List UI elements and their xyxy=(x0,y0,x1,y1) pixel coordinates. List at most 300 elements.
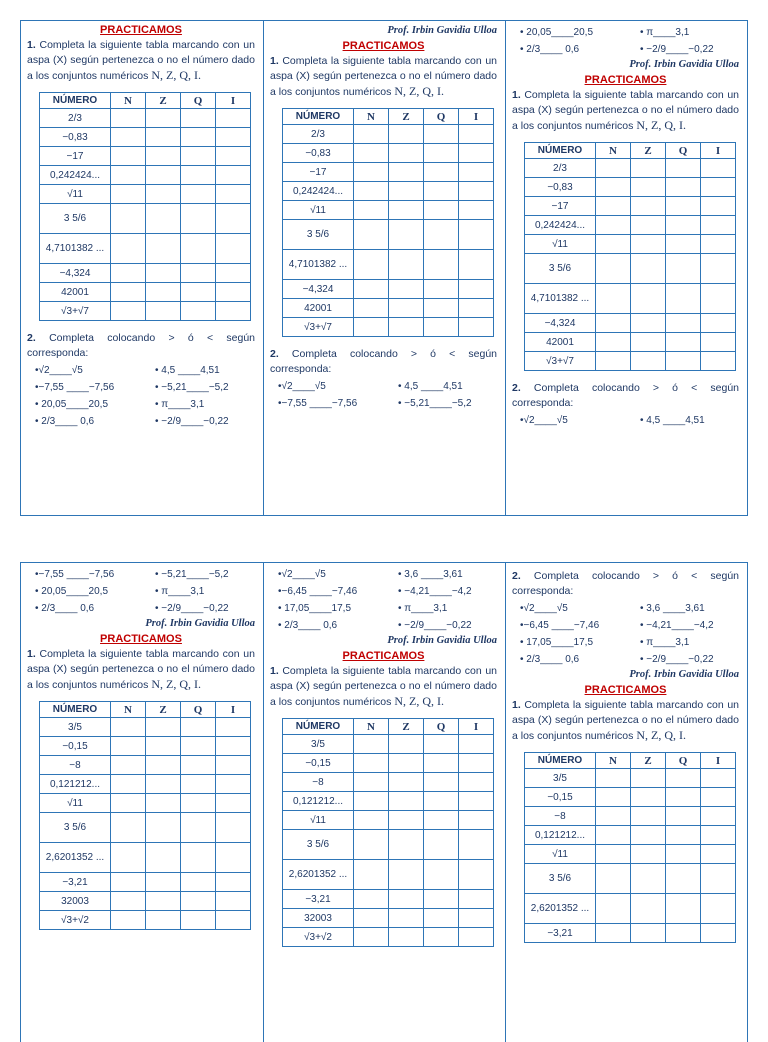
table-cell xyxy=(216,128,251,147)
comparison-list xyxy=(520,603,739,665)
table-cell: 3 5/6 xyxy=(525,254,596,284)
table-row xyxy=(525,197,736,216)
table-cell xyxy=(216,166,251,185)
table-cell xyxy=(701,254,736,284)
table-cell xyxy=(354,792,389,811)
comparison-item: •−7,55 ____−7,56 xyxy=(35,382,115,393)
table-cell xyxy=(631,807,666,826)
table-cell xyxy=(596,284,631,314)
table-cell xyxy=(631,845,666,864)
table-row xyxy=(283,909,494,928)
table-header-cell: NÚMERO xyxy=(283,719,354,735)
table-cell: 42001 xyxy=(40,283,111,302)
table-cell xyxy=(389,144,424,163)
table-cell xyxy=(389,299,424,318)
teacher-name: Prof. Irbin Gavidia Ulloa xyxy=(387,635,497,646)
table-cell xyxy=(631,235,666,254)
table-cell xyxy=(354,890,389,909)
table-cell xyxy=(424,811,459,830)
table-cell xyxy=(389,125,424,144)
table-cell xyxy=(631,284,666,314)
table-row xyxy=(283,250,494,280)
table-cell xyxy=(631,769,666,788)
table-cell xyxy=(631,894,666,924)
table-cell: −4,324 xyxy=(525,314,596,333)
table-header-cell: NÚMERO xyxy=(40,93,111,109)
table-cell xyxy=(701,284,736,314)
comparison-item: • 20,05____20,5 xyxy=(35,586,109,597)
table-cell xyxy=(146,794,181,813)
table-cell xyxy=(459,318,494,337)
table-cell xyxy=(459,792,494,811)
table-row xyxy=(525,924,736,943)
table-cell xyxy=(424,299,459,318)
comparison-list xyxy=(278,569,497,631)
table-cell xyxy=(181,166,216,185)
table-row xyxy=(40,843,251,873)
table-header-cell: I xyxy=(459,719,494,735)
table-row xyxy=(40,166,251,185)
table-cell: −0,15 xyxy=(525,788,596,807)
table-cell xyxy=(111,794,146,813)
table-cell: 3 5/6 xyxy=(525,864,596,894)
table-cell xyxy=(389,163,424,182)
table-cell xyxy=(111,775,146,794)
table-cell xyxy=(596,826,631,845)
table-cell xyxy=(666,254,701,284)
table-cell xyxy=(216,109,251,128)
table-cell: −0,15 xyxy=(283,754,354,773)
table-cell xyxy=(111,166,146,185)
table-cell: −8 xyxy=(525,807,596,826)
table-cell xyxy=(459,830,494,860)
comparison-item: • 4,5 ____4,51 xyxy=(155,365,220,376)
table-cell xyxy=(146,109,181,128)
table-cell xyxy=(424,860,459,890)
table-header-cell: Q xyxy=(666,143,701,159)
table-cell xyxy=(216,283,251,302)
table-cell xyxy=(181,718,216,737)
table-row xyxy=(40,873,251,892)
table-cell: 2/3 xyxy=(283,125,354,144)
table-cell xyxy=(146,185,181,204)
table-cell xyxy=(216,185,251,204)
table-cell xyxy=(424,909,459,928)
table-cell xyxy=(354,299,389,318)
table-cell: 2/3 xyxy=(525,159,596,178)
comparison-item: •−7,55 ____−7,56 xyxy=(35,569,115,580)
exercise-1-instructions: 1. Completa la siguiente tabla marcando con un aspa (X) según pertenezca o no el número dado a los conjuntos numéricos N, Z, Q, I. xyxy=(27,648,255,691)
table-cell xyxy=(459,811,494,830)
comparison-item: • 3,6 ____3,61 xyxy=(398,569,463,580)
table-cell xyxy=(424,182,459,201)
comparison-list xyxy=(35,365,255,427)
table-cell xyxy=(596,333,631,352)
table-cell xyxy=(631,826,666,845)
table-row xyxy=(40,234,251,264)
table-cell xyxy=(111,283,146,302)
table-header-cell: Z xyxy=(389,719,424,735)
comparison-item: • 17,05____17,5 xyxy=(278,603,352,614)
table-cell xyxy=(596,352,631,371)
table-cell xyxy=(354,860,389,890)
table-cell xyxy=(666,788,701,807)
table-cell xyxy=(216,873,251,892)
table-cell xyxy=(424,754,459,773)
table-cell xyxy=(459,754,494,773)
table-cell xyxy=(424,220,459,250)
table-cell xyxy=(216,264,251,283)
table-cell xyxy=(666,235,701,254)
table-cell xyxy=(181,147,216,166)
table-cell: 3 5/6 xyxy=(283,830,354,860)
table-cell xyxy=(424,735,459,754)
worksheet-column xyxy=(263,563,505,1042)
comparison-item: • π____3,1 xyxy=(155,586,205,597)
table-cell: −3,21 xyxy=(283,890,354,909)
table-cell xyxy=(666,352,701,371)
table-header-cell: Z xyxy=(146,93,181,109)
table-cell: −0,83 xyxy=(525,178,596,197)
table-cell xyxy=(459,890,494,909)
table-cell xyxy=(111,873,146,892)
table-cell xyxy=(216,794,251,813)
table-cell xyxy=(459,928,494,947)
table-cell xyxy=(459,220,494,250)
table-cell xyxy=(181,264,216,283)
table-cell xyxy=(596,235,631,254)
comparison-item: • π____3,1 xyxy=(640,637,690,648)
worksheet-column xyxy=(21,563,263,1042)
table-cell xyxy=(666,826,701,845)
table-cell xyxy=(596,769,631,788)
table-cell xyxy=(111,128,146,147)
table-header-cell: NÚMERO xyxy=(283,109,354,125)
table-cell: 0,242424... xyxy=(40,166,111,185)
table-cell xyxy=(666,845,701,864)
table-cell xyxy=(424,773,459,792)
table-header-cell: I xyxy=(216,702,251,718)
table-row xyxy=(40,264,251,283)
comparison-list xyxy=(520,415,739,426)
table-cell xyxy=(216,737,251,756)
table-cell: 42001 xyxy=(525,333,596,352)
table-cell xyxy=(181,892,216,911)
comparison-item: • −2/9____−0,22 xyxy=(640,654,714,665)
table-cell xyxy=(354,125,389,144)
table-cell: √3+√2 xyxy=(283,928,354,947)
table-row xyxy=(40,718,251,737)
table-cell xyxy=(146,737,181,756)
exercise-2-instructions: 2. Completa colocando > ó < según corresponda: xyxy=(270,348,497,375)
comparison-item: • 17,05____17,5 xyxy=(520,637,594,648)
table-cell xyxy=(216,775,251,794)
table-cell xyxy=(146,892,181,911)
table-header-cell: Z xyxy=(146,702,181,718)
comparison-item: • −5,21____−5,2 xyxy=(155,569,229,580)
table-cell xyxy=(459,299,494,318)
table-cell: 0,121212... xyxy=(40,775,111,794)
table-cell xyxy=(631,788,666,807)
table-header-cell: I xyxy=(701,143,736,159)
exercise-1-instructions: 1. Completa la siguiente tabla marcando con un aspa (X) según pertenezca o no el número dado a los conjuntos numéricos N, Z, Q, I. xyxy=(512,699,739,742)
table-cell xyxy=(631,159,666,178)
table-cell: 0,121212... xyxy=(525,826,596,845)
table-row xyxy=(525,333,736,352)
table-cell xyxy=(146,718,181,737)
table-cell: −3,21 xyxy=(525,924,596,943)
table-header-cell: Q xyxy=(181,702,216,718)
table-cell xyxy=(354,928,389,947)
table-cell xyxy=(181,873,216,892)
table-cell: 42001 xyxy=(283,299,354,318)
table-header-cell: Q xyxy=(424,109,459,125)
table-cell xyxy=(701,159,736,178)
table-cell xyxy=(701,894,736,924)
table-header-cell: N xyxy=(111,702,146,718)
table-row xyxy=(283,792,494,811)
table-row xyxy=(525,254,736,284)
table-cell xyxy=(424,318,459,337)
table-cell xyxy=(459,860,494,890)
table-row xyxy=(40,737,251,756)
table-cell xyxy=(389,928,424,947)
exercise-1-instructions: 1. Completa la siguiente tabla marcando con un aspa (X) según pertenezca o no el número dado a los conjuntos numéricos N, Z, Q, I. xyxy=(270,665,497,708)
comparison-item: • 2/3____ 0,6 xyxy=(278,620,338,631)
teacher-name: Prof. Irbin Gavidia Ulloa xyxy=(629,59,739,70)
table-cell xyxy=(354,773,389,792)
table-cell: √11 xyxy=(40,185,111,204)
table-cell xyxy=(666,924,701,943)
comparison-list xyxy=(278,381,497,409)
table-header-cell: Q xyxy=(424,719,459,735)
table-cell xyxy=(424,280,459,299)
table-cell xyxy=(146,128,181,147)
table-cell xyxy=(181,283,216,302)
table-cell xyxy=(701,197,736,216)
number-sets-table xyxy=(524,142,736,371)
table-row xyxy=(525,769,736,788)
table-cell xyxy=(424,890,459,909)
table-cell xyxy=(596,894,631,924)
table-cell xyxy=(701,826,736,845)
table-cell xyxy=(181,794,216,813)
table-row xyxy=(283,735,494,754)
worksheet-column xyxy=(21,21,263,515)
comparison-item: • −2/9____−0,22 xyxy=(155,416,229,427)
table-cell xyxy=(146,302,181,321)
number-sets-table xyxy=(39,92,251,321)
table-row xyxy=(283,318,494,337)
table-cell xyxy=(459,125,494,144)
table-cell xyxy=(596,924,631,943)
table-row xyxy=(525,178,736,197)
table-row xyxy=(525,894,736,924)
table-cell: 32003 xyxy=(283,909,354,928)
table-cell xyxy=(111,204,146,234)
table-row xyxy=(283,830,494,860)
table-cell xyxy=(354,182,389,201)
table-header-cell: N xyxy=(354,719,389,735)
table-cell xyxy=(631,924,666,943)
table-cell xyxy=(459,909,494,928)
teacher-name: Prof. Irbin Gavidia Ulloa xyxy=(387,25,497,36)
table-cell xyxy=(389,182,424,201)
comparison-item: • −4,21____−4,2 xyxy=(398,586,472,597)
worksheet-column xyxy=(263,21,505,515)
table-cell xyxy=(389,792,424,811)
table-cell xyxy=(111,892,146,911)
table-cell: −4,324 xyxy=(283,280,354,299)
table-row xyxy=(525,216,736,235)
table-cell xyxy=(389,890,424,909)
table-cell xyxy=(701,924,736,943)
table-row xyxy=(40,794,251,813)
table-cell: 0,121212... xyxy=(283,792,354,811)
table-cell xyxy=(389,909,424,928)
exercise-1-instructions: 1. Completa la siguiente tabla marcando con un aspa (X) según pertenezca o no el número dado a los conjuntos numéricos N, Z, Q, I. xyxy=(27,39,255,82)
table-cell xyxy=(666,284,701,314)
table-cell xyxy=(389,318,424,337)
table-cell xyxy=(146,756,181,775)
table-cell xyxy=(181,204,216,234)
table-cell xyxy=(631,333,666,352)
table-cell xyxy=(424,830,459,860)
table-cell: −0,83 xyxy=(283,144,354,163)
table-cell xyxy=(181,109,216,128)
table-row xyxy=(283,280,494,299)
table-cell xyxy=(354,811,389,830)
table-cell xyxy=(596,159,631,178)
table-cell xyxy=(354,144,389,163)
table-cell xyxy=(596,807,631,826)
table-cell xyxy=(631,352,666,371)
comparison-item: • −2/9____−0,22 xyxy=(155,603,229,614)
comparison-item: • 4,5 ____4,51 xyxy=(640,415,705,426)
table-cell: √11 xyxy=(525,235,596,254)
table-cell: −0,83 xyxy=(40,128,111,147)
table-cell: 3 5/6 xyxy=(283,220,354,250)
table-cell xyxy=(701,352,736,371)
table-cell: √11 xyxy=(40,794,111,813)
table-cell xyxy=(631,864,666,894)
table-cell xyxy=(459,773,494,792)
table-cell: 3/5 xyxy=(283,735,354,754)
table-cell: 2,6201352 ... xyxy=(283,860,354,890)
table-cell xyxy=(631,254,666,284)
table-cell xyxy=(459,163,494,182)
table-cell xyxy=(389,830,424,860)
table-cell xyxy=(216,204,251,234)
table-cell xyxy=(666,894,701,924)
table-row xyxy=(40,302,251,321)
table-cell xyxy=(389,773,424,792)
table-cell: −3,21 xyxy=(40,873,111,892)
table-cell xyxy=(701,807,736,826)
comparison-item: •−7,55 ____−7,56 xyxy=(278,398,358,409)
table-cell xyxy=(459,201,494,220)
table-cell xyxy=(424,792,459,811)
table-cell xyxy=(146,204,181,234)
table-cell xyxy=(459,735,494,754)
table-header-cell: NÚMERO xyxy=(40,702,111,718)
table-row xyxy=(525,284,736,314)
table-cell xyxy=(701,769,736,788)
table-cell: −8 xyxy=(40,756,111,775)
table-cell xyxy=(181,843,216,873)
table-cell xyxy=(459,182,494,201)
table-cell: 4,7101382 ... xyxy=(525,284,596,314)
table-row xyxy=(40,204,251,234)
exercise-1-instructions: 1. Completa la siguiente tabla marcando con un aspa (X) según pertenezca o no el número dado a los conjuntos numéricos N, Z, Q, I. xyxy=(512,89,739,132)
table-cell xyxy=(111,147,146,166)
table-cell xyxy=(701,864,736,894)
table-cell xyxy=(666,178,701,197)
table-row xyxy=(40,185,251,204)
table-row xyxy=(525,159,736,178)
table-row xyxy=(40,911,251,930)
table-cell xyxy=(389,754,424,773)
comparison-item: • −2/9____−0,22 xyxy=(398,620,472,631)
table-row xyxy=(283,182,494,201)
table-row xyxy=(283,125,494,144)
table-cell xyxy=(354,830,389,860)
table-cell xyxy=(354,754,389,773)
table-row xyxy=(525,845,736,864)
table-row xyxy=(525,807,736,826)
table-cell xyxy=(146,234,181,264)
table-cell xyxy=(146,911,181,930)
exercise-2-instructions: 2. Completa colocando > ó < según corresponda: xyxy=(512,570,739,597)
table-cell xyxy=(596,197,631,216)
table-cell xyxy=(181,185,216,204)
table-cell xyxy=(666,216,701,235)
table-row xyxy=(40,128,251,147)
table-cell xyxy=(596,788,631,807)
table-cell xyxy=(111,234,146,264)
comparison-item: • 2/3____ 0,6 xyxy=(520,654,580,665)
table-cell xyxy=(146,283,181,302)
comparison-item: • 4,5 ____4,51 xyxy=(398,381,463,392)
heading: PRACTICAMOS xyxy=(584,74,667,86)
table-cell: √11 xyxy=(525,845,596,864)
table-cell xyxy=(146,813,181,843)
comparison-item: •−6,45 ____−7,46 xyxy=(520,620,600,631)
teacher-name: Prof. Irbin Gavidia Ulloa xyxy=(629,669,739,680)
table-cell xyxy=(354,280,389,299)
table-cell xyxy=(389,220,424,250)
table-cell: 32003 xyxy=(40,892,111,911)
table-cell: −8 xyxy=(283,773,354,792)
comparison-item: • 2/3____ 0,6 xyxy=(35,603,95,614)
exercise-2-instructions: 2. Completa colocando > ó < según corresponda: xyxy=(27,332,256,359)
table-cell: √3+√7 xyxy=(40,302,111,321)
exercise-2-instructions: 2. Completa colocando > ó < según corresponda: xyxy=(512,382,739,409)
table-cell xyxy=(389,250,424,280)
table-cell: √11 xyxy=(283,811,354,830)
table-cell xyxy=(701,235,736,254)
number-sets-table xyxy=(282,718,494,947)
table-cell xyxy=(111,718,146,737)
table-cell xyxy=(424,163,459,182)
table-cell: 0,242424... xyxy=(283,182,354,201)
table-cell xyxy=(216,718,251,737)
table-cell xyxy=(181,813,216,843)
table-cell: √3+√2 xyxy=(40,911,111,930)
table-cell xyxy=(459,250,494,280)
table-cell: 0,242424... xyxy=(525,216,596,235)
table-cell: 3 5/6 xyxy=(40,813,111,843)
